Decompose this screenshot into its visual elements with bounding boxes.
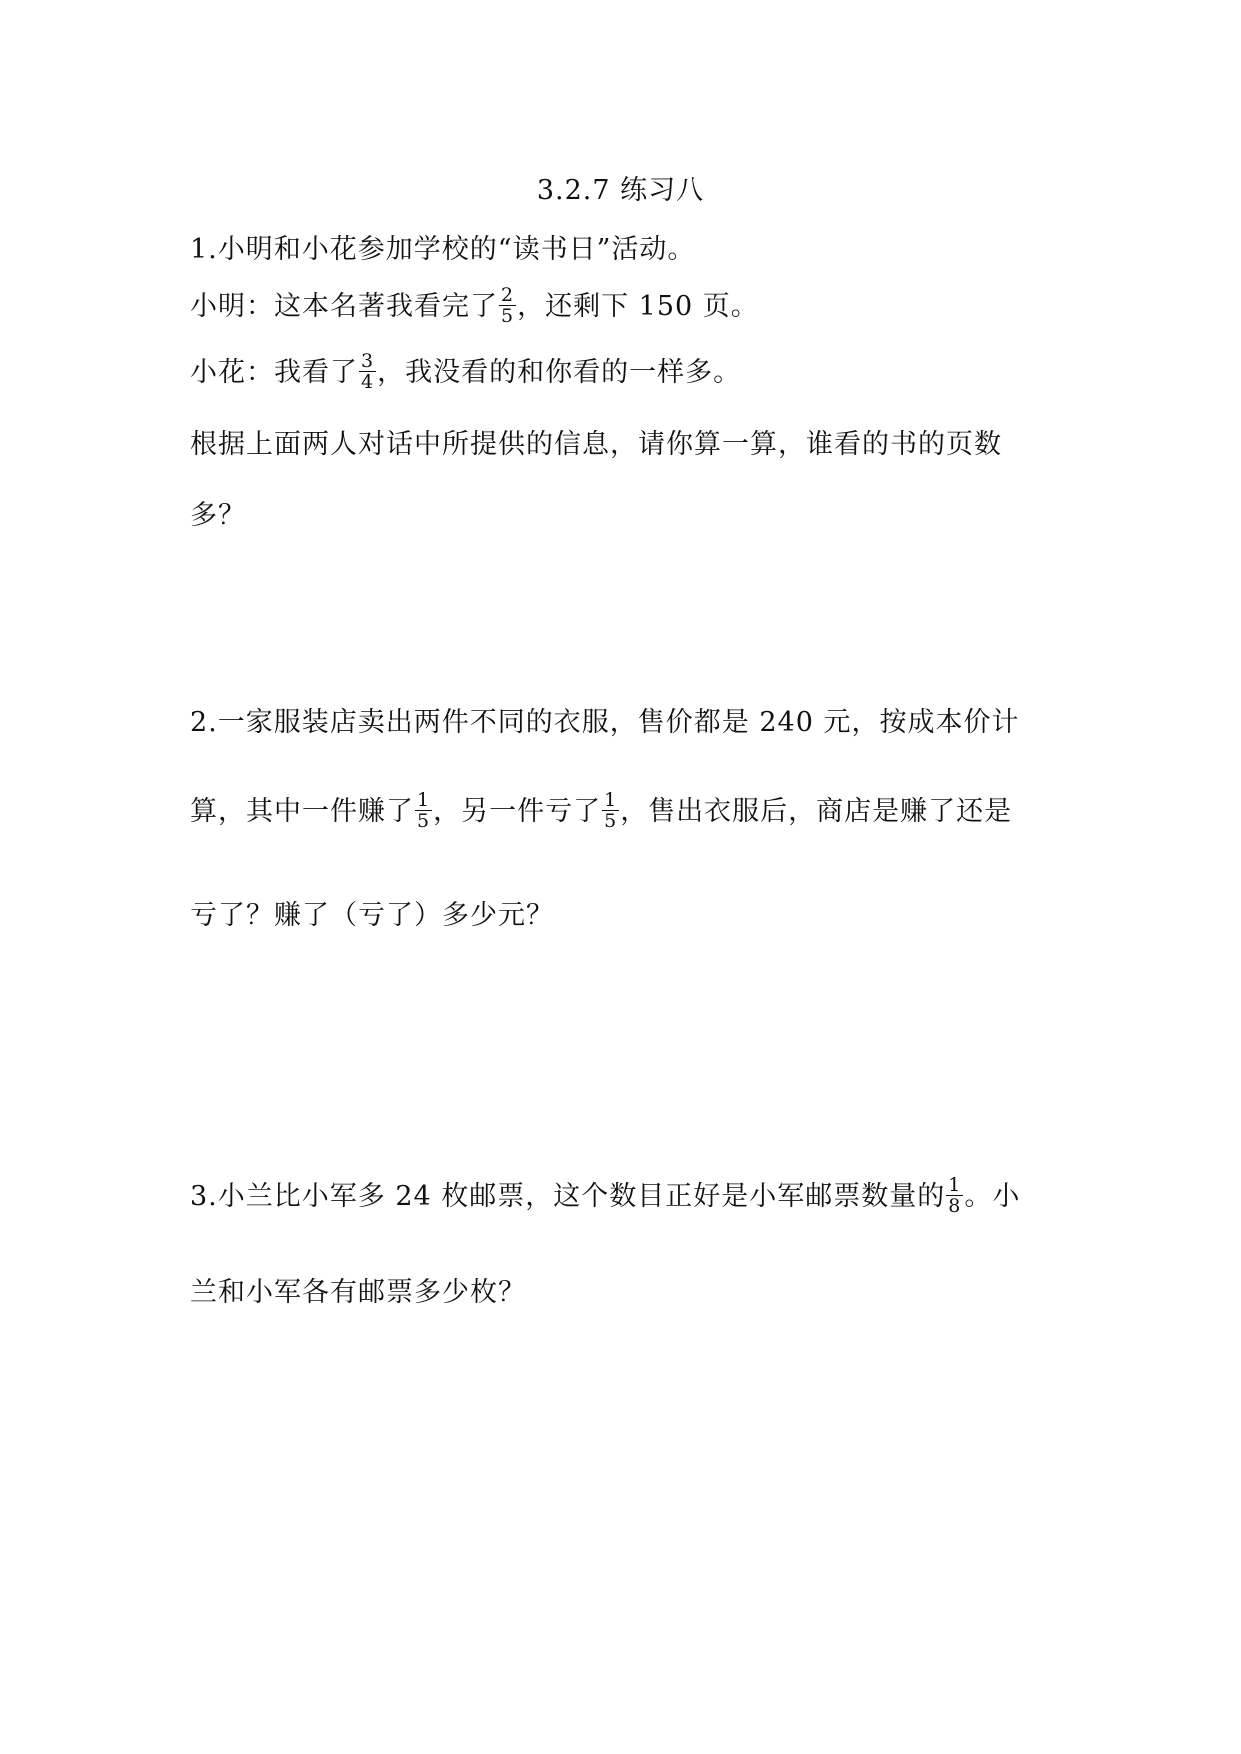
q2-line1: 2.一家服装店卖出两件不同的衣服，售价都是 240 元，按成本价计 bbox=[190, 707, 1020, 738]
fraction-one-eighth bbox=[946, 1175, 963, 1216]
fraction-three-quarters bbox=[359, 351, 376, 392]
fraction-numerator: 1 bbox=[417, 789, 431, 811]
q2-line3: 亏了？赚了（亏了）多少元？ bbox=[190, 900, 554, 931]
q1-xiaohua-prefix: 小花：我看了 bbox=[190, 357, 358, 388]
q1-xiaohua-line bbox=[190, 350, 742, 394]
q2-line2-suffix: ，售出衣服后，商店是赚了还是 bbox=[620, 796, 1013, 827]
q3-line1 bbox=[190, 1174, 1021, 1218]
q1-intro: 1.小明和小花参加学校的“读书日”活动。 bbox=[190, 234, 696, 265]
fraction-numerator: 2 bbox=[501, 284, 515, 306]
fraction-numerator: 1 bbox=[604, 789, 618, 811]
page-title: 3.2.7 练习八 bbox=[536, 175, 705, 206]
q1-xiaoming-suffix: ，还剩下 150 页。 bbox=[517, 291, 759, 322]
q3-line2: 兰和小军各有邮票多少枚？ bbox=[190, 1277, 526, 1308]
fraction-numerator: 3 bbox=[361, 350, 375, 372]
q3-line1-suffix: 。小 bbox=[964, 1181, 1021, 1212]
fraction-numerator: 1 bbox=[948, 1174, 962, 1196]
q1-xiaoming-line bbox=[190, 284, 759, 328]
q2-line2-prefix: 算，其中一件赚了 bbox=[190, 796, 414, 827]
fraction-denominator: 5 bbox=[417, 810, 431, 832]
fraction-one-fifth-profit bbox=[415, 790, 432, 831]
fraction-denominator: 4 bbox=[361, 371, 375, 393]
q2-line2 bbox=[190, 789, 1013, 833]
q1-question-line2: 多？ bbox=[190, 500, 246, 531]
fraction-denominator: 5 bbox=[501, 305, 515, 327]
q1-xiaoming-prefix: 小明：这本名著我看完了 bbox=[190, 291, 498, 322]
fraction-two-fifths bbox=[499, 285, 516, 326]
q3-line1-prefix: 3.小兰比小军多 24 枚邮票，这个数目正好是小军邮票数量的 bbox=[190, 1181, 946, 1212]
q2-line2-mid: ，另一件亏了 bbox=[433, 796, 602, 827]
fraction-denominator: 5 bbox=[604, 810, 618, 832]
fraction-denominator: 8 bbox=[948, 1195, 962, 1217]
q1-question-line1: 根据上面两人对话中所提供的信息，请你算一算，谁看的书的页数 bbox=[190, 429, 1002, 460]
q1-xiaohua-suffix: ，我没看的和你看的一样多。 bbox=[377, 357, 742, 388]
fraction-one-fifth-loss bbox=[602, 790, 619, 831]
